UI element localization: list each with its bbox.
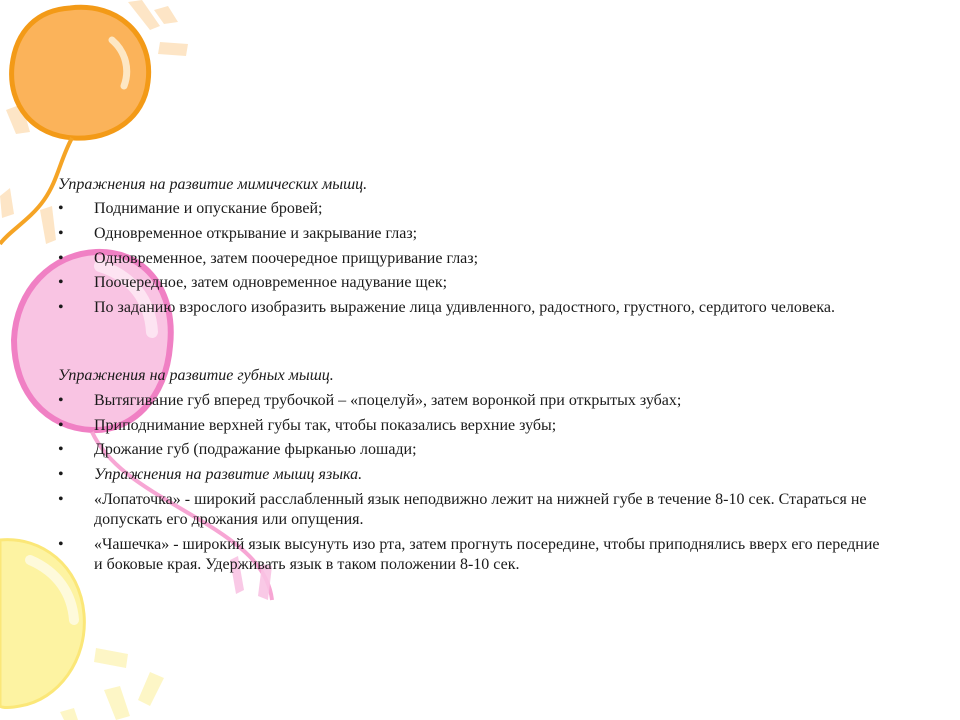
list-item	[58, 490, 888, 530]
list-item	[58, 199, 888, 219]
list-item-text: «Лопаточка» - широкий расслабленный язык неподвижно лежит на нижней губе в течение 8-10 сек. Стараться не допускать его дрожания или опущения.	[94, 491, 867, 528]
list-item	[58, 249, 888, 269]
section-heading-lip-muscles: Упражнения на развитие губных мышц.	[58, 367, 334, 384]
bullet-icon: •	[58, 392, 64, 409]
bullet-icon: •	[58, 491, 64, 508]
bullet-icon: •	[58, 274, 64, 291]
list-item	[58, 298, 888, 318]
list-item-text: По заданию взрослого изобразить выражение лица удивленного, радостного, грустного, сердитого человека.	[94, 299, 836, 316]
list-item-text: Вытягивание губ вперед трубочкой – «поцелуй», затем воронкой при открытых зубах;	[94, 392, 682, 409]
list-item-text: Дрожание губ (подражание фырканью лошади;	[94, 441, 417, 458]
list-item	[58, 440, 888, 460]
list-item	[58, 535, 888, 575]
bullet-icon: •	[58, 250, 64, 267]
bullet-icon: •	[58, 200, 64, 217]
bullet-icon: •	[58, 536, 64, 553]
list-item-text: Поднимание и опускание бровей;	[94, 200, 323, 217]
list-item	[58, 391, 888, 411]
bullet-icon: •	[58, 441, 64, 458]
bullet-icon: •	[58, 225, 64, 242]
list-item-text: Одновременное, затем поочередное прищуривание глаз;	[94, 250, 479, 267]
list-item	[58, 273, 888, 293]
bullet-icon: •	[58, 299, 64, 316]
bullet-icon: •	[58, 466, 64, 483]
list-item-text: Приподнимание верхней губы так, чтобы показались верхние зубы;	[94, 417, 557, 434]
bullet-icon: •	[58, 417, 64, 434]
list-item-text: Одновременное открывание и закрывание глаз;	[94, 225, 418, 242]
list-item-text: Упражнения на развитие мышц языка.	[94, 466, 363, 483]
list-item-text: «Чашечка» - широкий язык высунуть изо рта, затем прогнуть посередине, чтобы приподнялись вверх его передние и боковые края. Удерживать язык в таком положении 8-10 сек.	[94, 536, 880, 573]
section-heading-facial-muscles: Упражнения на развитие мимических мышц.	[58, 176, 368, 193]
list-item-text: Поочередное, затем одновременное надувание щек;	[94, 274, 448, 291]
list-item	[58, 224, 888, 244]
list-item	[58, 465, 888, 485]
list-item	[58, 416, 888, 436]
